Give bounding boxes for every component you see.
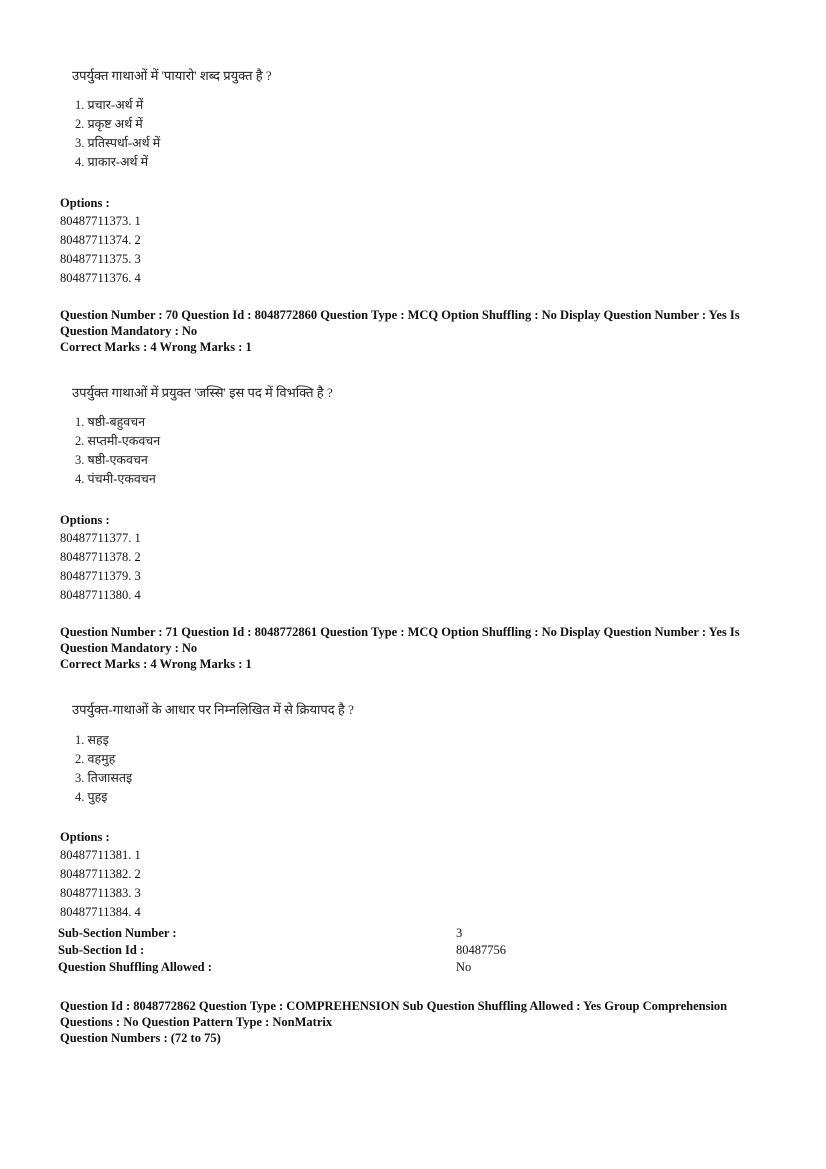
- question-text: उपर्युक्त गाथाओं में 'पायारो' शब्द प्रयुक्त है ?: [72, 68, 272, 83]
- option-id: 80487711375. 3: [60, 252, 141, 266]
- choice-list: [75, 96, 160, 172]
- options-label: Options :: [60, 196, 110, 210]
- option-id: 80487711384. 4: [60, 905, 141, 919]
- question-meta-line: Question Number : 70 Question Id : 8048772860 Question Type : MCQ Option Shuffling : No Display Question Number : Yes Is: [60, 308, 740, 322]
- option-id: 80487711376. 4: [60, 271, 141, 285]
- question-meta-line: Question Mandatory : No: [60, 641, 198, 655]
- choice-item: 1. प्रचार-अर्थ में: [75, 98, 144, 112]
- choice-item: 4. प्राकार-अर्थ में: [75, 155, 149, 169]
- option-id: 80487711374. 2: [60, 233, 141, 247]
- choice-list: [75, 731, 132, 807]
- option-id-list: [60, 212, 141, 288]
- comprehension-meta: [60, 998, 780, 1046]
- choice-item: 2. वहमुह: [75, 752, 116, 766]
- choice-item: 1. सहइ: [75, 733, 109, 747]
- question-shuffling-value: No: [456, 960, 472, 974]
- choice-list: [75, 413, 160, 489]
- question-meta-line: Question Mandatory : No: [60, 324, 198, 338]
- choice-item: 4. पुहइ: [75, 790, 108, 804]
- options-label: Options :: [60, 513, 110, 527]
- option-id-list: [60, 846, 141, 922]
- subsection-number-value: 3: [456, 926, 463, 940]
- option-id: 80487711383. 3: [60, 886, 141, 900]
- choice-item: 3. षष्ठी-एकवचन: [75, 453, 148, 467]
- option-id: 80487711373. 1: [60, 214, 141, 228]
- choice-item: 3. तिजासतइ: [75, 771, 133, 785]
- subsection-number-label: Sub-Section Number :: [58, 926, 177, 940]
- choice-item: 4. पंचमी-एकवचन: [75, 472, 156, 486]
- choice-item: 3. प्रतिस्पर्धा-अर्थ में: [75, 136, 161, 150]
- question-shuffling-label: Question Shuffling Allowed :: [58, 960, 212, 974]
- marks-line: Correct Marks : 4 Wrong Marks : 1: [60, 340, 252, 354]
- option-id: 80487711381. 1: [60, 848, 141, 862]
- option-id: 80487711378. 2: [60, 550, 141, 564]
- question-meta: [60, 624, 760, 672]
- option-id: 80487711379. 3: [60, 569, 141, 583]
- options-label: Options :: [60, 830, 110, 844]
- subsection-info: [58, 925, 758, 977]
- choice-item: 1. षष्ठी-बहुवचन: [75, 415, 146, 429]
- question-numbers-line: Question Numbers : (72 to 75): [60, 1031, 221, 1045]
- comprehension-meta-line: Questions : No Question Pattern Type : NonMatrix: [60, 1015, 333, 1029]
- choice-item: 2. सप्तमी-एकवचन: [75, 434, 161, 448]
- comprehension-meta-line: Question Id : 8048772862 Question Type : COMPREHENSION Sub Question Shuffling Allowed : Yes Group Comprehension: [60, 999, 728, 1013]
- option-id: 80487711380. 4: [60, 588, 141, 602]
- option-id: 80487711382. 2: [60, 867, 141, 881]
- marks-line: Correct Marks : 4 Wrong Marks : 1: [60, 657, 252, 671]
- question-text: उपर्युक्त-गाथाओं के आधार पर निम्नलिखित में से क्रियापद है ?: [72, 702, 354, 717]
- choice-item: 2. प्रकृष्ट अर्थ में: [75, 117, 143, 131]
- question-meta-line: Question Number : 71 Question Id : 8048772861 Question Type : MCQ Option Shuffling : No Display Question Number : Yes Is: [60, 625, 740, 639]
- option-id-list: [60, 529, 141, 605]
- question-text: उपर्युक्त गाथाओं में प्रयुक्त 'जस्सि' इस पद में विभक्ति है ?: [72, 385, 333, 400]
- subsection-id-value: 80487756: [456, 943, 506, 957]
- option-id: 80487711377. 1: [60, 531, 141, 545]
- subsection-id-label: Sub-Section Id :: [58, 943, 145, 957]
- question-meta: [60, 307, 760, 355]
